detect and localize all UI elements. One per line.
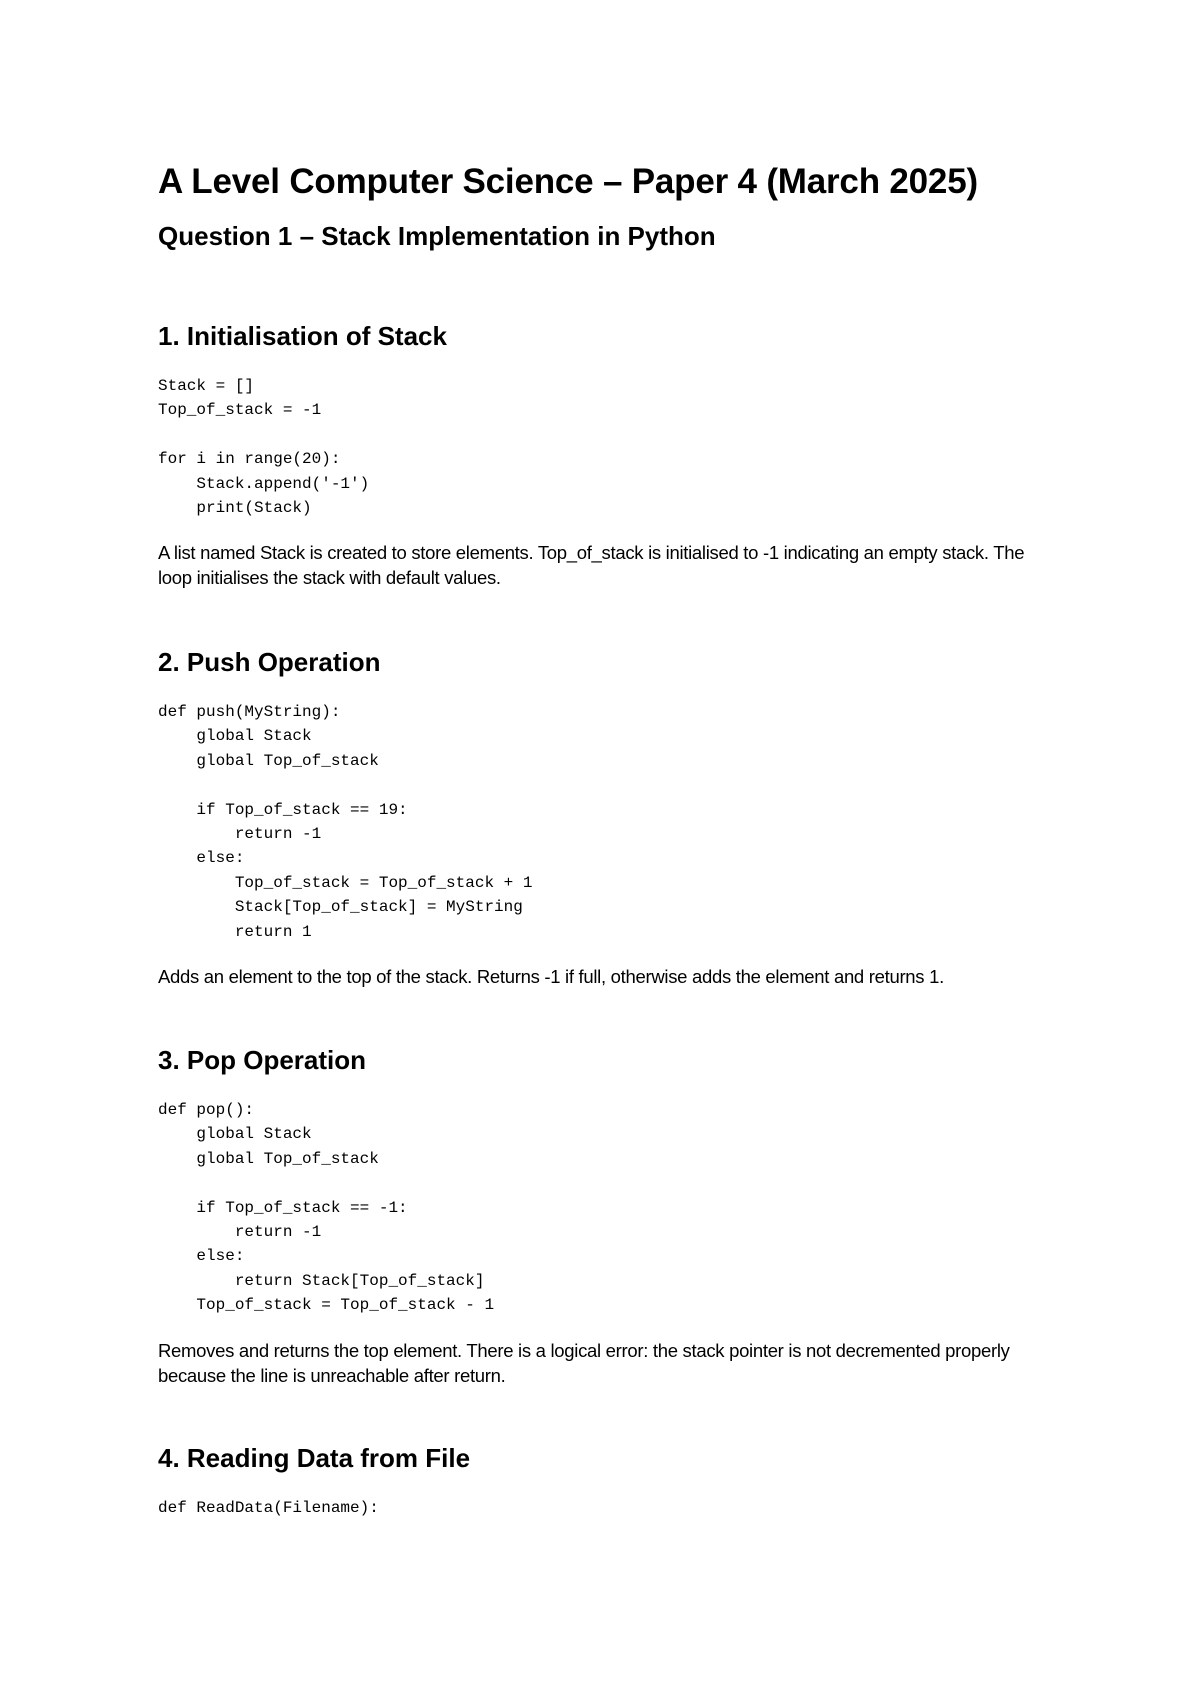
- code-block: def ReadData(Filename):: [158, 1499, 379, 1517]
- section-explanation: A list named Stack is created to store elements. Top_of_stack is initialised to -1 indicating an empty stack. The loop initialises the stack with default values.: [158, 542, 1025, 589]
- section-heading: 2. Push Operation: [158, 647, 381, 677]
- section-read-data: [158, 1440, 1058, 1520]
- section-heading: 1. Initialisation of Stack: [158, 321, 447, 351]
- document-page: [158, 158, 1058, 1517]
- code-block: def push(MyString): global Stack global Top_of_stack if Top_of_stack == 19: return -1 else: Top_of_stack = Top_of_stack + 1 Stack[Top_of_stack] = MyString return 1: [158, 703, 533, 941]
- code-block: Stack = [] Top_of_stack = -1 for i in range(20): Stack.append('-1') print(Stack): [158, 377, 370, 518]
- section-explanation: Removes and returns the top element. There is a logical error: the stack pointer is not decremented properly because the line is unreachable after return.: [158, 1339, 1010, 1386]
- section-push: [158, 644, 1058, 989]
- section-initialisation: [158, 318, 1058, 590]
- section-pop: [158, 1042, 1058, 1388]
- section-heading: 4. Reading Data from File: [158, 1443, 471, 1473]
- question-subtitle: Question 1 – Stack Implementation in Python: [158, 221, 716, 251]
- code-block: def pop(): global Stack global Top_of_stack if Top_of_stack == -1: return -1 else: return Stack[Top_of_stack] Top_of_stack = Top_of_stack - 1: [158, 1101, 495, 1315]
- section-heading: 3. Pop Operation: [158, 1045, 367, 1075]
- document-title: A Level Computer Science – Paper 4 (March 2025): [158, 162, 978, 201]
- section-explanation: Adds an element to the top of the stack. Returns -1 if full, otherwise adds the element and returns 1.: [158, 966, 944, 988]
